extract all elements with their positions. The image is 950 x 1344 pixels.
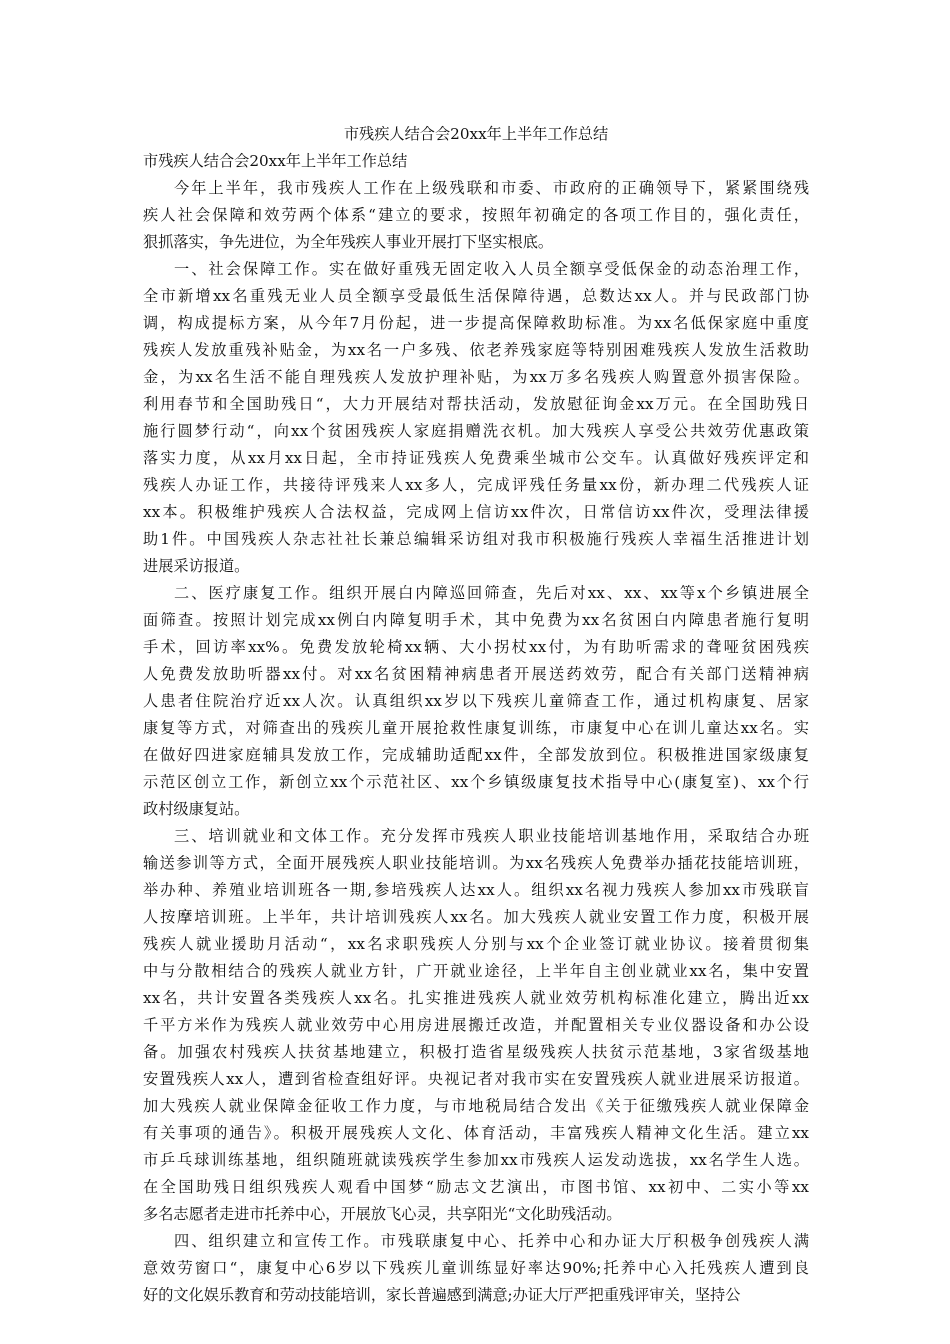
paragraph — [143, 823, 809, 1228]
paragraph-line: 二、医疗康复工作。组织开展白内障巡回筛查，先后对xx、xx、xx等x个乡镇进展全 — [174, 584, 809, 602]
paragraph-line: 多名志愿者走进市托养中心，开展放飞心灵，共享阳光“文化助残活动。 — [143, 1205, 622, 1223]
paragraph-line: 人免费发放助听器xx付。对xx名贫困精神病患者开展送药效劳，配合有关部门送精神病 — [143, 665, 809, 683]
paragraph-line: 人患者住院治疗近xx人次。认真组织xx岁以下残疾儿童筛查工作，通过机构康复、居家 — [143, 692, 809, 710]
paragraph — [143, 175, 809, 256]
paragraph-line: 落实力度，从xx月xx日起，全市持证残疾人免费乘坐城市公交车。认真做好残疾评定和 — [143, 449, 809, 467]
paragraph-line: 施行圆梦行动“，向xx个贫困残疾人家庭捐赠洗衣机。加大残疾人享受公共效劳优惠政策 — [143, 422, 809, 440]
paragraph-line: xx本。积极维护残疾人合法权益，完成网上信访xx件次，日常信访xx件次，受理法律援 — [143, 503, 809, 521]
paragraph-line: 一、社会保障工作。实在做好重残无固定收入人员全额享受低保金的动态治理工作， — [174, 260, 809, 278]
paragraph-line: 安置残疾人xx人，遭到省检查组好评。央视记者对我市实在安置残疾人就业进展采访报道。 — [143, 1070, 809, 1088]
paragraph-line: 输送参训等方式，全面开展残疾人职业技能培训。为xx名残疾人免费举办插花技能培训班， — [143, 854, 809, 872]
paragraph-line: 调，构成提标方案，从今年7月份起，进一步提高保障救助标准。为xx名低保家庭中重度 — [143, 314, 809, 332]
paragraph-line: 全市新增xx名重残无业人员全额享受最低生活保障待遇，总数达xx人。并与民政部门协 — [143, 287, 809, 305]
paragraph-line: 疾人社会保障和效劳两个体系“建立的要求，按照年初确定的各项工作目的，强化责任， — [143, 206, 809, 224]
paragraph-line: 手术，回访率xx%。免费发放轮椅xx辆、大小拐杖xx付，为有助听需求的聋哑贫困残疾 — [143, 638, 809, 656]
document-title: 市残疾人结合会20xx年上半年工作总结 — [343, 125, 609, 143]
paragraph-line: 四、组织建立和宣传工作。市残联康复中心、托养中心和办证大厅积极争创残疾人满 — [174, 1232, 809, 1250]
paragraph-line: 在全国助残日组织残疾人观看中国梦“励志文艺演出，市图书馆、xx初中、二实小等xx — [143, 1178, 809, 1196]
paragraph-line: 残疾人办证工作，共接待评残来人xx多人，完成评残任务量xx份，新办理二代残疾人证 — [143, 476, 809, 494]
paragraph-line: 康复等方式，对筛查出的残疾儿童开展抢救性康复训练，市康复中心在训儿童达xx名。实 — [143, 719, 809, 737]
paragraph-line: 备。加强农村残疾人扶贫基地建立，积极打造省星级残疾人扶贫示范基地，3家省级基地 — [143, 1043, 809, 1061]
paragraph-line: 今年上半年，我市残疾人工作在上级残联和市委、市政府的正确领导下，紧紧围绕残 — [174, 179, 809, 197]
paragraph-line: 面筛查。按照计划完成xx例白内障复明手术，其中免费为xx名贫困白内障患者施行复明 — [143, 611, 809, 629]
paragraph-line: 进展采访报道。 — [143, 557, 250, 575]
paragraph-line: 意效劳窗口“，康复中心6岁以下残疾儿童训练显好率达90%;托养中心入托残疾人遭到良 — [143, 1259, 809, 1277]
paragraph-line: xx名，共计安置各类残疾人xx名。扎实推进残疾人就业效劳机构标准化建立，腾出近xx — [143, 989, 809, 1007]
paragraph-line: 加大残疾人就业保障金征收工作力度，与市地税局结合发出《关于征缴残疾人就业保障金 — [143, 1097, 809, 1115]
paragraph — [143, 256, 809, 580]
paragraph — [143, 580, 809, 823]
paragraph-line: 举办种、养殖业培训班各一期,参培残疾人达xx人。组织xx名视力残疾人参加xx市残联盲 — [143, 881, 809, 899]
paragraph-line: 三、培训就业和文体工作。充分发挥市残疾人职业技能培训基地作用，采取结合办班 — [174, 827, 809, 845]
paragraph — [143, 1228, 809, 1309]
paragraph-list — [143, 175, 809, 1309]
paragraph-line: 金，为xx名生活不能自理残疾人发放护理补贴，为xx万多名残疾人购置意外损害保险。 — [143, 368, 809, 386]
paragraph-line: 人按摩培训班。上半年，共计培训残疾人xx名。加大残疾人就业安置工作力度，积极开展 — [143, 908, 809, 926]
document-subtitle: 市残疾人结合会20xx年上半年工作总结 — [143, 152, 408, 170]
paragraph-line: 助1件。中国残疾人杂志社社长兼总编辑采访组对我市积极施行残疾人幸福生活推进计划 — [143, 530, 809, 548]
paragraph-line: 在做好四进家庭辅具发放工作，完成辅助适配xx件，全部发放到位。积极推进国家级康复 — [143, 746, 809, 764]
paragraph-line: 有关事项的通告》。积极开展残疾人文化、体育活动，丰富残疾人精神文化生活。建立xx — [143, 1124, 809, 1142]
paragraph-line: 千平方米作为残疾人就业效劳中心用房进展搬迁改造，并配置相关专业仪器设备和办公设 — [143, 1016, 809, 1034]
paragraph-line: 政村级康复站。 — [143, 800, 250, 818]
paragraph-line: 中与分散相结合的残疾人就业方针，广开就业途径，上半年自主创业就业xx名，集中安置 — [143, 962, 809, 980]
paragraph-line: 好的文化娱乐教育和劳动技能培训，家长普遍感到满意;办证大厅严把重残评审关，坚持公 — [143, 1286, 741, 1304]
document-body — [143, 121, 809, 1309]
paragraph-line: 市乒乓球训练基地，组织随班就读残疾学生参加xx市残疾人运发动选拔，xx名学生人选。 — [143, 1151, 809, 1169]
paragraph-line: 狠抓落实，争先进位，为全年残疾人事业开展打下坚实根底。 — [143, 233, 554, 251]
paragraph-line: 利用春节和全国助残日“，大力开展结对帮扶活动，发放慰征询金xx万元。在全国助残日 — [143, 395, 809, 413]
paragraph-line: 示范区创立工作，新创立xx个示范社区、xx个乡镇级康复技术指导中心(康复室)、xx个行 — [143, 773, 809, 791]
paragraph-line: 残疾人就业援助月活动“，xx名求职残疾人分别与xx个企业签订就业协议。接着贯彻集 — [143, 935, 809, 953]
paragraph-line: 残疾人发放重残补贴金，为xx名一户多残、依老养残家庭等特别困难残疾人发放生活救助 — [143, 341, 809, 359]
